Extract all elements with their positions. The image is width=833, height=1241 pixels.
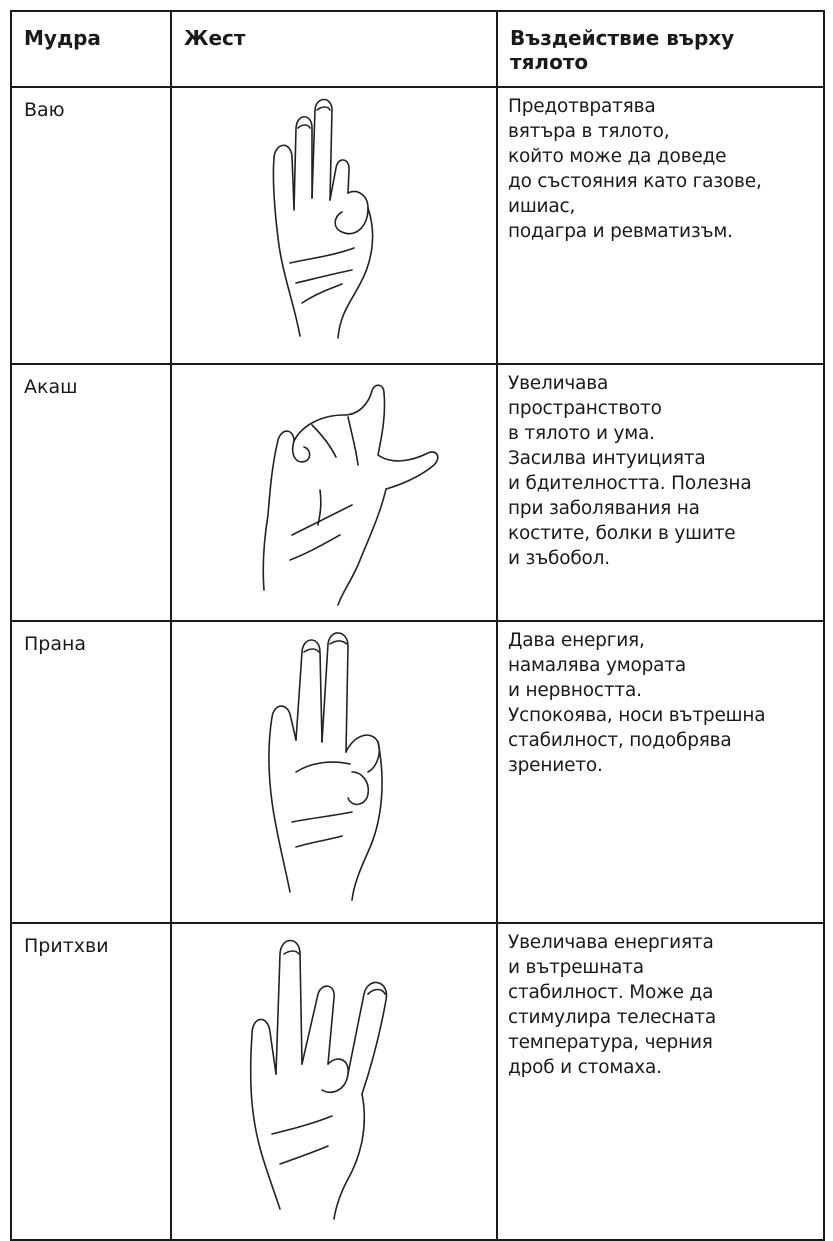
effect-line: температура, черния: [508, 1032, 713, 1053]
mudra-name: Ваю: [11, 87, 171, 364]
effect-line: Успокоява, носи вътрешна: [508, 705, 766, 726]
effect-line: подагра и ревматизъм.: [508, 221, 733, 242]
effect-line: при заболявания на: [508, 498, 700, 519]
prithvi-mudra-hand-drawing-icon: [172, 924, 498, 1229]
vayu-mudra-hand-drawing-icon: [172, 88, 498, 353]
effect-line: до състояния като газове,: [508, 171, 762, 192]
effect-line: Увеличава: [508, 373, 609, 394]
table-row-prana: [11, 621, 824, 923]
mudra-table: [10, 10, 825, 1241]
effect-line: пространството: [508, 398, 662, 419]
effect-cell: [497, 621, 824, 923]
effect-line: стабилност, подобрява: [508, 730, 732, 751]
effect-line: и нервността.: [508, 680, 642, 701]
mudra-name: Прана: [11, 621, 171, 923]
header-effect-line1: Въздействие върху: [510, 26, 735, 50]
effect-line: стимулира телесната: [508, 1007, 716, 1028]
effect-cell: [497, 87, 824, 364]
effect-line: в тялото и ума.: [508, 423, 655, 444]
effect-line: дроб и стомаха.: [508, 1057, 662, 1078]
effect-line: Увеличава енергията: [508, 932, 714, 953]
gesture-cell: [171, 364, 497, 621]
effect-line: Засилва интуицията: [508, 448, 706, 469]
effect-line: костите, болки в ушите: [508, 523, 736, 544]
akash-mudra-hand-drawing-icon: [172, 365, 498, 610]
effect-line: ишиас,: [508, 196, 576, 217]
effect-line: зрението.: [508, 755, 603, 776]
effect-line: и бдителността. Полезна: [508, 473, 752, 494]
header-mudra: Мудра: [11, 11, 171, 87]
table-row-vayu: [11, 87, 824, 364]
gesture-cell: [171, 87, 497, 364]
effect-line: и зъбобол.: [508, 548, 610, 569]
effect-line: който може да доведе: [508, 146, 727, 167]
gesture-cell: [171, 923, 497, 1240]
effect-line: стабилност. Може да: [508, 982, 714, 1003]
mudra-name: Акаш: [11, 364, 171, 621]
effect-line: и вътрешната: [508, 957, 644, 978]
effect-line: намалява умората: [508, 655, 687, 676]
table-row-prithvi: [11, 923, 824, 1240]
effect-line: Предотвратява: [508, 96, 656, 117]
header-gesture: Жест: [171, 11, 497, 87]
mudra-name: Притхви: [11, 923, 171, 1240]
effect-cell: [497, 364, 824, 621]
gesture-cell: [171, 621, 497, 923]
effect-cell: [497, 923, 824, 1240]
header-effect: [497, 11, 824, 87]
header-effect-line2: тялото: [510, 50, 589, 74]
table-header-row: [11, 11, 824, 87]
effect-line: вятъра в тялото,: [508, 121, 670, 142]
effect-line: Дава енергия,: [508, 630, 645, 651]
prana-mudra-hand-drawing-icon: [172, 622, 498, 912]
table-row-akash: [11, 364, 824, 621]
